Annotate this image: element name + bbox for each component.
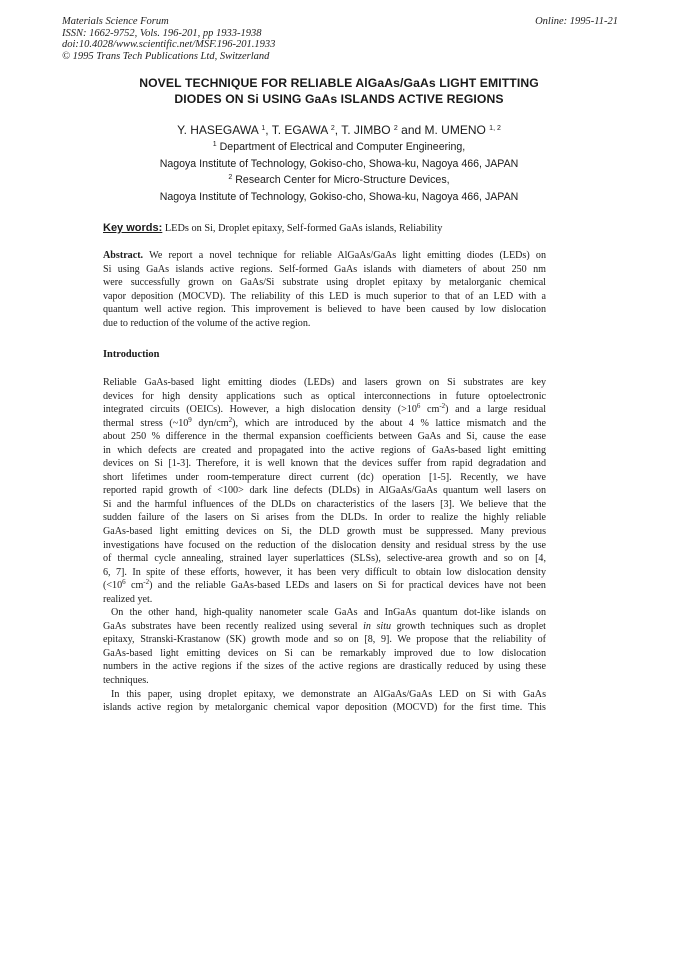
text-run: ) and the reliable GaAs-based LEDs and lasers on Si for practical devices have not been xyxy=(149,580,546,592)
title-line-2: DIODES ON Si USING GaAs ISLANDS ACTIVE REGIONS xyxy=(174,92,504,106)
affiliation-1-mark: 1 xyxy=(212,141,217,148)
affiliations xyxy=(90,139,588,205)
text-line: in which defects are created and propagated into the active regions of GaAs-based light emitting xyxy=(103,444,546,456)
keywords-label: Key words: xyxy=(103,222,163,234)
abstract-line: due to reduction of the volume of the active region. xyxy=(103,317,311,329)
author-2: , T. EGAWA xyxy=(265,123,331,137)
text-line: of thermal cycle annealing, strained layer superlattices (SLSs), selective-area growth and so on [4, xyxy=(103,553,546,565)
text-line: short lifetimes under room-temperature direct current (dc) operation [1-5]. Recently, we have xyxy=(103,471,546,483)
text-line xyxy=(103,579,546,593)
superscript: 6 xyxy=(416,402,421,411)
author-list xyxy=(90,122,588,139)
affiliation-1-dept xyxy=(90,139,588,156)
affiliation-1-address: Nagoya Institute of Technology, Gokiso-cho, Showa-ku, Nagoya 466, JAPAN xyxy=(159,157,519,170)
affiliation-2-text: Research Center for Micro-Structure Devices, xyxy=(232,174,450,186)
author-1-affil: 1 xyxy=(261,125,266,132)
author-4-affil: 1, 2 xyxy=(489,125,501,132)
keywords xyxy=(103,222,442,234)
online-date: Online: 1995-11-21 xyxy=(535,16,618,27)
text-line: GaAs-based light emitting devices on Si, the DLD growth must be suppressed. Many previous xyxy=(103,526,546,538)
text-line xyxy=(103,417,546,431)
text-run: ) and a large residual xyxy=(445,404,546,416)
author-3-affil: 2 xyxy=(393,125,398,132)
text-line: Reliable GaAs-based light emitting diodes (LEDs) and lasers grown on Si substrates are key xyxy=(103,377,546,388)
text-line: 6, 7]. In spite of these efforts, however, it has been very difficult to obtain low dislocation density xyxy=(103,566,546,578)
abstract-label: Abstract. xyxy=(103,250,144,261)
issn-line: ISSN: 1662-9752, Vols. 196-201, pp 1933-1938 xyxy=(62,27,262,39)
superscript: -2 xyxy=(143,578,150,587)
text-line: epitaxy, Stranski-Krastanow (SK) growth mode and so on [8, 9]. We propose that the reliability of xyxy=(103,634,546,646)
title-line-1: NOVEL TECHNIQUE FOR RELIABLE AlGaAs/GaAs LIGHT EMITTING xyxy=(139,76,539,90)
affiliation-1-text: Department of Electrical and Computer Engineering, xyxy=(216,141,466,153)
text-line: numbers in the active regions if the sizes of the active regions are drastically reduced by using these xyxy=(103,661,546,673)
text-line: techniques. xyxy=(103,675,149,687)
text-line: Si and the harmful influences of the DLDs on characteristics of the lasers [3]. We believe that the xyxy=(103,498,546,510)
journal-meta xyxy=(62,16,275,62)
introduction-body xyxy=(103,376,546,715)
superscript: 6 xyxy=(122,578,126,587)
author-1: Y. HASEGAWA xyxy=(177,123,262,137)
doi-link[interactable]: doi:10.4028/www.scientific.net/MSF.196-201.1933 xyxy=(62,39,276,50)
affiliation-2-center xyxy=(90,172,588,189)
text-run: (<10 xyxy=(103,580,123,592)
author-3: , T. JIMBO xyxy=(334,123,394,137)
text-line: devices on Si [1-3]. Therefore, it is well known that the devices suffer from rapid degradation and xyxy=(103,458,546,470)
paragraph xyxy=(103,606,546,687)
text-line: reported rapid growth of <100> dark line defects (DLDs) in AlGaAs/GaAs quantum well lasers on xyxy=(103,485,546,497)
superscript: 9 xyxy=(188,415,192,424)
affiliation-2-mark: 2 xyxy=(228,174,233,181)
keywords-text: LEDs on Si, Droplet epitaxy, Self-formed GaAs islands, Reliability xyxy=(162,223,443,234)
copyright-line: © 1995 Trans Tech Publications Ltd, Switzerland xyxy=(62,50,270,62)
superscript: -2 xyxy=(439,402,446,411)
text-line: investigations have focused on the reduction of the dislocation density and residual stress by the use xyxy=(103,539,546,551)
paragraph xyxy=(103,688,546,715)
text-run: dyn/cm xyxy=(191,417,229,429)
text-line xyxy=(103,620,546,634)
superscript: 2 xyxy=(228,415,233,424)
text-line: GaAs-based light emitting devices on Si can be remarkably improved due to low dislocation xyxy=(103,647,546,659)
abstract-line: were successfully grown on GaAs/Si substrate using droplet epitaxy by metalorganic chemical xyxy=(103,277,546,289)
text-run: thermal stress (~10 xyxy=(103,417,189,429)
author-2-affil: 2 xyxy=(330,125,335,132)
text-line xyxy=(103,403,546,417)
italic-term: in situ xyxy=(363,620,392,632)
abstract-line: quantum well active region. This improvement is believed to have been caused by low dislocation xyxy=(103,304,546,316)
text-line: islands active region by metalorganic chemical vapor deposition (MOCVD) for the first time. This xyxy=(103,702,546,714)
text-run: GaAs substrates have been recently realized using several xyxy=(103,620,364,632)
affiliation-2-address: Nagoya Institute of Technology, Gokiso-cho, Showa-ku, Nagoya 466, JAPAN xyxy=(159,190,519,203)
text-line: In this paper, using droplet epitaxy, we demonstrate an AlGaAs/GaAs LED on Si with GaAs xyxy=(111,688,546,700)
abstract-line: Si using GaAs islands active regions. Self-formed GaAs islands with diameters of about 250 nm xyxy=(103,263,546,275)
text-run: cm xyxy=(420,404,440,416)
abstract-line xyxy=(103,249,546,263)
abstract-text: We report a novel technique for reliable AlGaAs/GaAs light emitting diodes (LEDs) on xyxy=(143,250,546,261)
text-line: about 250 % difference in the thermal expansion coefficients between GaAs and Si, cause the ease xyxy=(103,431,546,443)
text-run: ), which are introduced by the about 4 % lattice mismatch and the xyxy=(232,417,546,429)
text-line: sudden failure of the lasers on Si arises from the DLDs. In order to realize the highly reliable xyxy=(103,512,546,524)
text-run: integrated circuits (OEICs). However, a high dislocation density (>10 xyxy=(103,404,417,416)
abstract xyxy=(103,249,546,331)
text-line: On the other hand, high-quality nanometer scale GaAs and InGaAs quantum dot-like islands on xyxy=(111,607,546,619)
section-heading-introduction: Introduction xyxy=(103,349,160,360)
author-4: and M. UMENO xyxy=(397,123,490,137)
paragraph xyxy=(103,376,546,606)
text-line: realized yet. xyxy=(103,593,153,605)
text-line: devices for high density applications such as optical interconnections in future optoelectronic xyxy=(103,390,546,402)
paper-title xyxy=(90,75,588,107)
text-run: cm xyxy=(125,580,144,592)
text-run: growth techniques such as droplet xyxy=(391,620,546,632)
journal-name: Materials Science Forum xyxy=(62,16,169,27)
abstract-line: vapor deposition (MOCVD). The reliability of this LED is much superior to that of an LED with a xyxy=(103,290,546,302)
